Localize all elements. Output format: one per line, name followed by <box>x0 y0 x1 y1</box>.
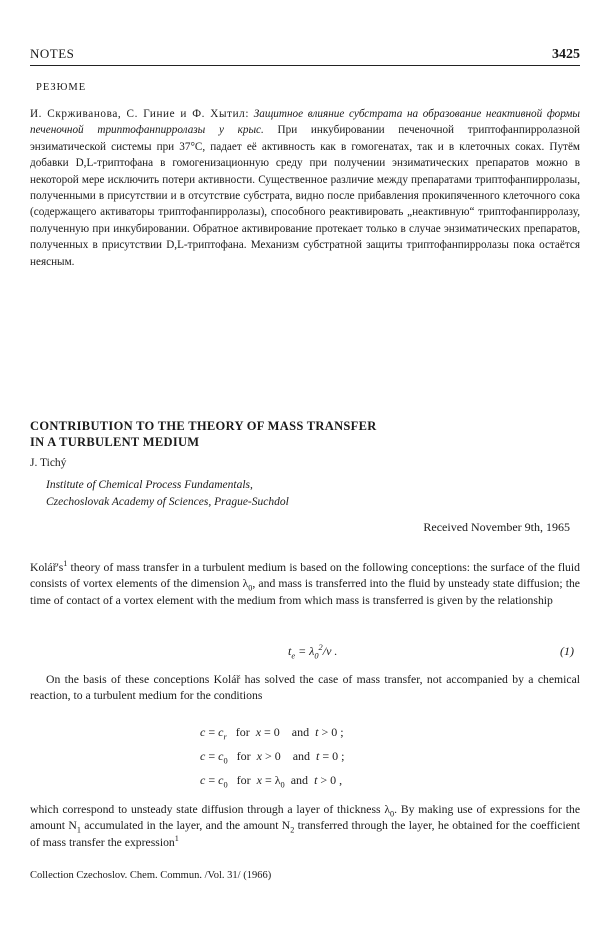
boundary-conditions <box>200 720 345 792</box>
paragraph-1: $Kolář's^1$ theory of mass transfer in a turbulent medium is based on the following conceptions: the surface of the fluid consists of vortex elements of the dimension $\lambda_0$, and mass is transferred into the fluid by unsteady state diffusion; the time of contact of a vortex element with the medium from which mass is transferred is given by the relationship <box>30 559 580 607</box>
running-header <box>30 46 580 63</box>
equation-1-number: (1) <box>560 644 574 658</box>
equation-1 <box>30 644 580 662</box>
author-affiliation <box>46 477 289 511</box>
affiliation-line-1: Institute of Chemical Process Fundamentals, <box>46 479 253 491</box>
resume-heading: РЕЗЮМЕ <box>36 82 87 93</box>
article-title-line-2: IN A TURBULENT MEDIUM <box>30 435 200 449</box>
article-title <box>30 418 580 450</box>
page-number: 3425 <box>552 47 580 62</box>
condition-3: $c = c_0$ for $x = \lambda_0$ and t > 0 , <box>200 773 343 790</box>
summary-text: При инкубировании печеночной триптофанпирролазной энзиматической системы при 37°С, падает её активность как в гомогенатах, так и в клеточных соках. Путём добавки D,L-триптофана в гомогенизационную среду при получении энзиматических препаратов можно в некоторой мере исключить потери активности. Существенное различие между препаратами триптофанпирролазы, полученными в присутствии и в отсутствие субстрата, видно после прибавления прокипяченного клеточного сока (содержащего активаторы триптофанпирролазы), способного реактивировать „неактивную“ триптофанпирролазу, полученную при инкубировании. Обратное активирование протекает только в случае энзиматических препаратов, полученных в присутствии D,L-триптофана. Механизм субстратной защиты триптофанпирролазы пока остаётся неясным. <box>30 124 581 268</box>
equation-1-expression: $t_e = \lambda_0^2/\nu$ . <box>288 643 338 661</box>
summary-title: Защитное влияние субстрата на образование неактивной формы печеночной триптофанпирролазы у крыс. <box>30 108 581 137</box>
header-rule <box>30 65 580 66</box>
article-title-line-1: CONTRIBUTION TO THE THEORY OF MASS TRANSFER <box>30 419 377 433</box>
affiliation-line-2: Czechoslovak Academy of Sciences, Prague-Suchdol <box>46 496 289 508</box>
page-footer: Collection Czechoslov. Chem. Commun. /Vol. 31/ (1966) <box>30 870 272 881</box>
reference-mark: 1 <box>63 559 68 569</box>
paragraph-2: On the basis of these conceptions Kolář has solved the case of mass transfer, not accompanied by a chemical reaction, to a turbulent medium for the conditions <box>30 673 580 703</box>
condition-2: $c = c_0$ for x > 0 and t = 0 ; <box>200 749 345 766</box>
article-author: J. Tichý <box>30 457 67 469</box>
condition-1: $c = c_r$ for x = 0 and t > 0 ; <box>200 725 344 742</box>
section-name: NOTES <box>30 46 75 61</box>
russian-summary <box>30 106 580 270</box>
paragraph-3: which correspond to unsteady state diffusion through a layer of thickness $\lambda_0$. By making use of expressions for the amount $N_1$ accumulated in the layer, and the amount $N_2$ transferred through the layer, he obtained for the coefficient of mass transfer the expression$^1$ <box>30 803 581 849</box>
received-date: Received November 9th, 1965 <box>423 520 570 534</box>
reference-mark: 1 <box>174 833 179 843</box>
summary-authors: И. Скрживанова, С. Гиние и Ф. Хытил: <box>30 108 250 120</box>
